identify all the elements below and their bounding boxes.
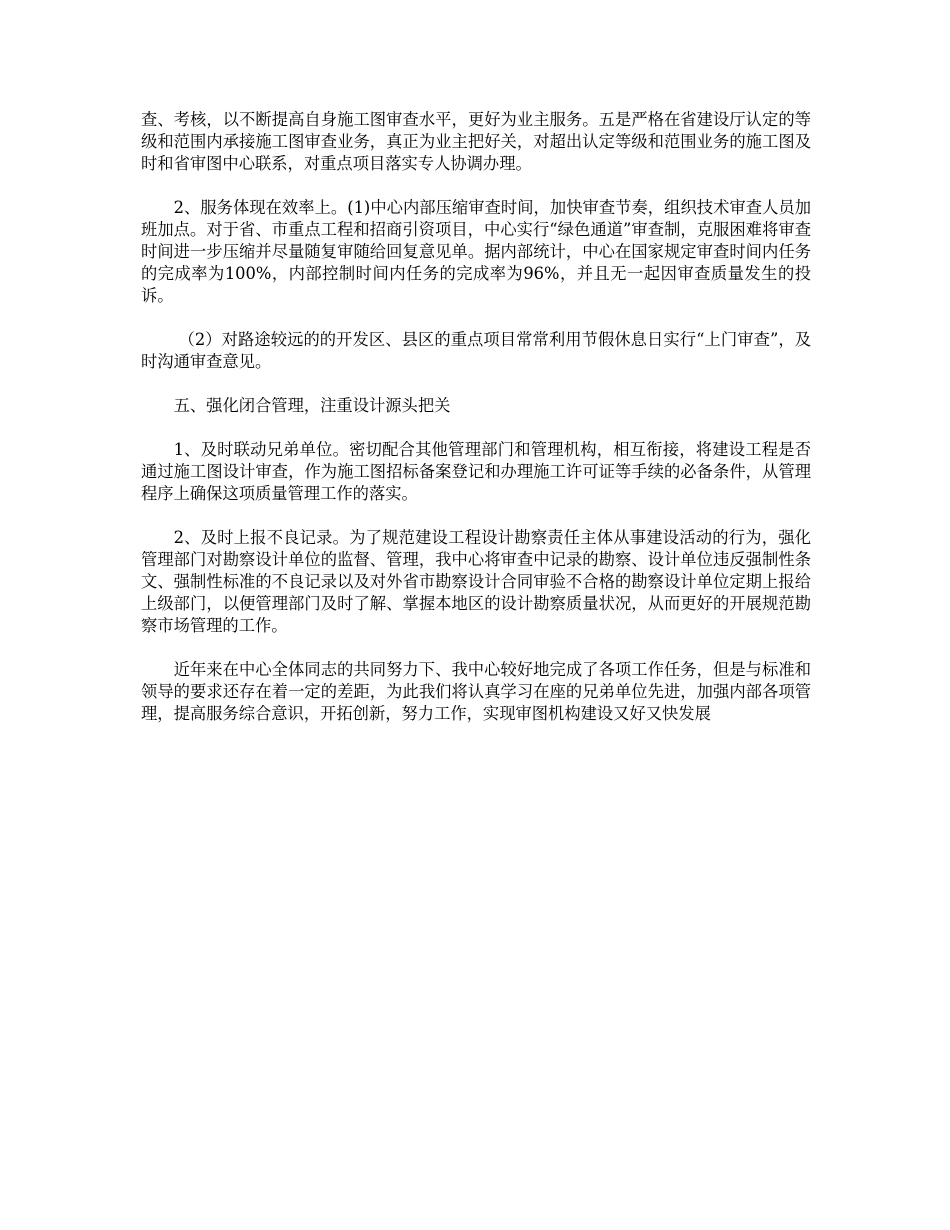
- paragraph-continuation: 查、考核，以不断提高自身施工图审查水平，更好为业主服务。五是严格在省建设厅认定的等级和范围内承接施工图审查业务，真正为业主把好关，对超出认定等级和范围业务的施工图及时和省审图中心联系，对重点项目落实专人协调办理。: [141, 110, 811, 173]
- paragraph-onsite-review: （2）对路途较远的的开发区、县区的重点项目常常利用节假休息日实行“上门审查”，及时沟通审查意见。: [141, 330, 811, 371]
- document-body: [141, 109, 811, 747]
- paragraph-bad-records: 2、及时上报不良记录。为了规范建设工程设计勘察责任主体从事建设活动的行为，强化管理部门对勘察设计单位的监督、管理，我中心将审查中记录的勘察、设计单位违反强制性条文、强制性标准的不良记录以及对外省市勘察设计合同审验不合格的勘察设计单位定期上报给上级部门，以便管理部门及时了解、掌握本地区的设计勘察质量状况，从而更好的开展规范勘察市场管理的工作。: [141, 528, 811, 635]
- section-heading-closed-loop: 五、强化闭合管理，注重设计源头把关: [173, 396, 451, 415]
- paragraph-linkage: 1、及时联动兄弟单位。密切配合其他管理部门和管理机构，相互衔接，将建设工程是否通过施工图设计审查，作为施工图招标备案登记和办理施工许可证等手续的必备条件，从管理程序上确保这项质量管理工作的落实。: [141, 440, 811, 503]
- paragraph-efficiency: 2、服务体现在效率上。(1)中心内部压缩审查时间，加快审查节奏，组织技术审查人员加班加点。对于省、市重点工程和招商引资项目，中心实行“绿色通道”审查制，克服困难将审查时间进一步压缩并尽量随复审随给回复意见单。据内部统计，中心在国家规定审查时间内任务的完成率为100%，内部控制时间内任务的完成率为96%，并且无一起因审查质量发生的投诉。: [141, 198, 811, 305]
- paragraph-conclusion: 近年来在中心全体同志的共同努力下、我中心较好地完成了各项工作任务，但是与标准和领导的要求还存在着一定的差距，为此我们将认真学习在座的兄弟单位先进，加强内部各项管理，提高服务综合意识，开拓创新，努力工作，实现审图机构建设又好又快发展: [141, 660, 811, 723]
